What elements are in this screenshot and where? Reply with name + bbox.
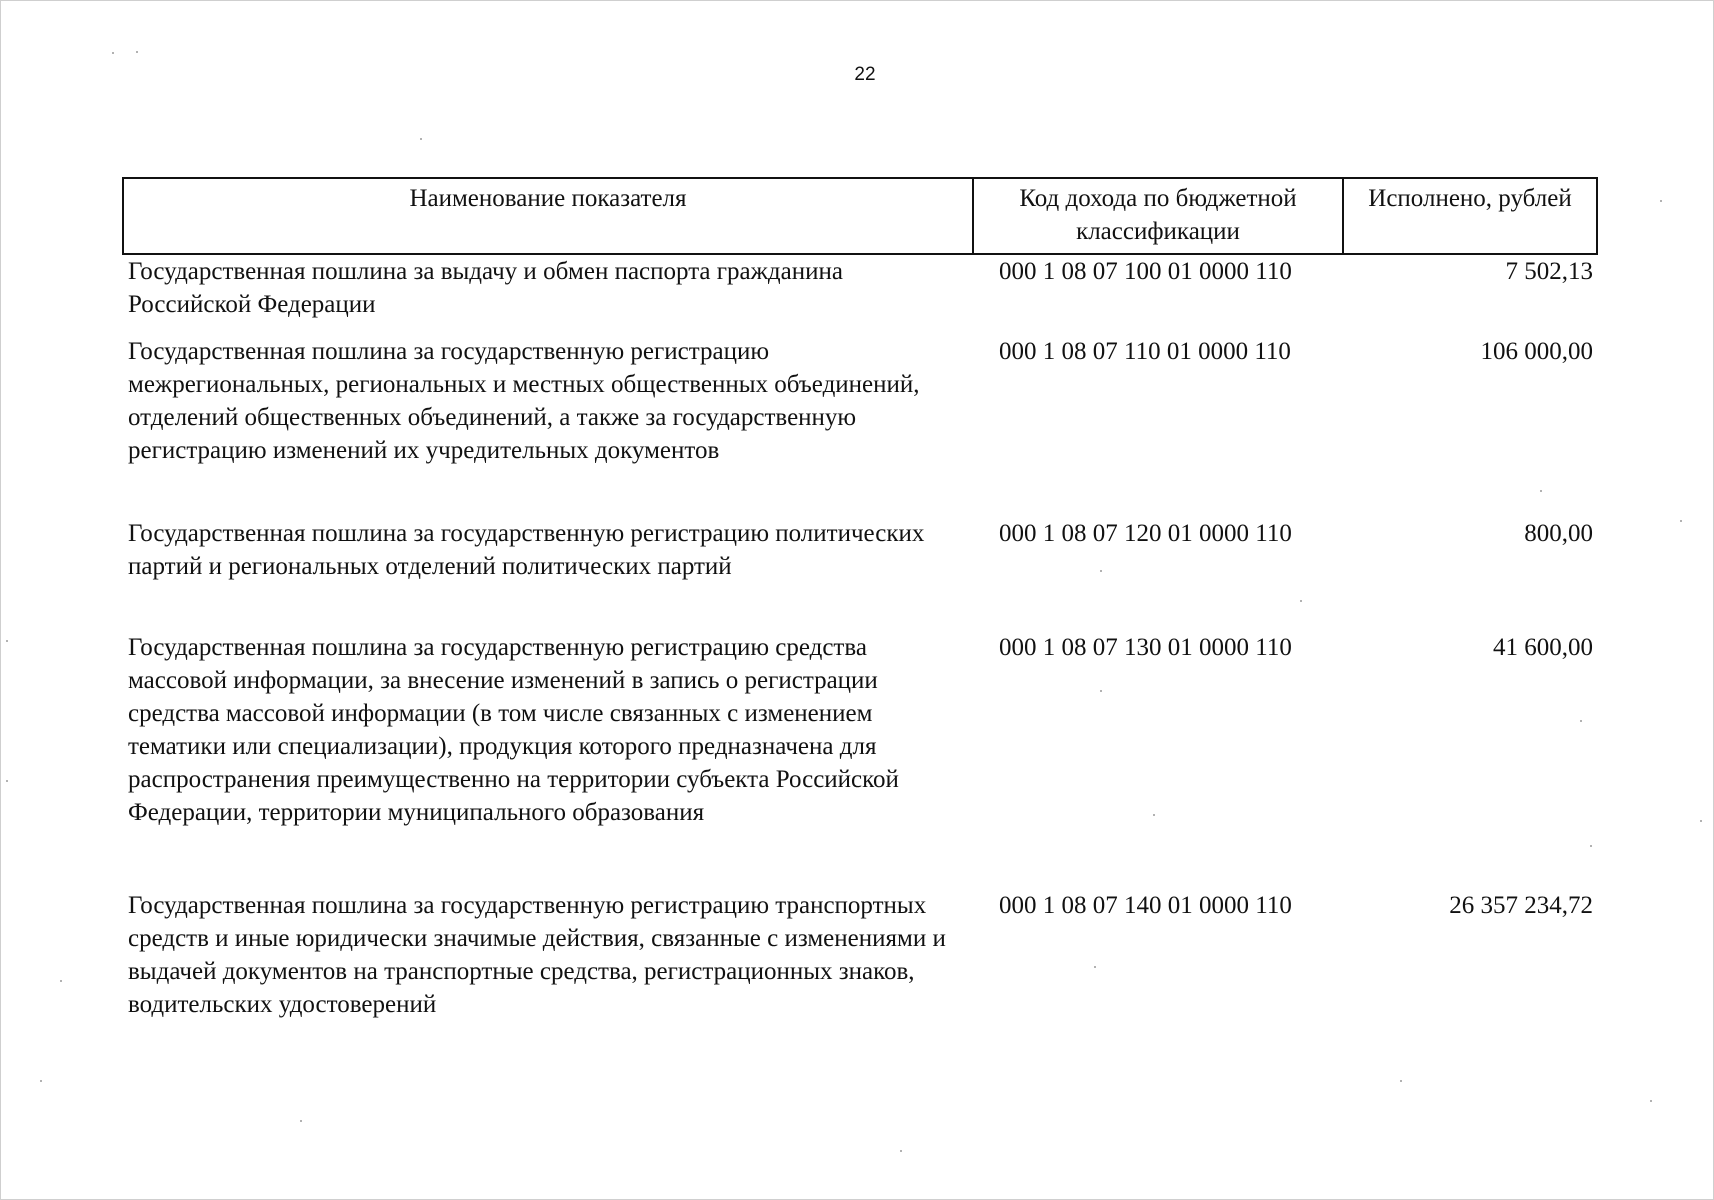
row-income-code: 000 1 08 07 140 01 0000 110 <box>999 892 1292 919</box>
row-income-code: 000 1 08 07 120 01 0000 110 <box>999 520 1292 547</box>
row-executed-amount: 800,00 <box>1524 520 1593 547</box>
scan-speck <box>1650 1100 1652 1102</box>
scan-speck <box>60 980 62 982</box>
revenue-table <box>122 177 1598 1029</box>
scan-speck <box>420 138 422 140</box>
scan-speck <box>6 780 8 782</box>
row-indicator-name: Государственная пошлина за государственную регистрацию межрегиональных, региональных и местных общественных объединений, отделений общественных объединений, а также за государственную регистрацию изменений их учредительных документов <box>128 338 920 464</box>
table-row <box>123 887 1597 1029</box>
row-executed-amount: 41 600,00 <box>1493 634 1593 661</box>
header-indicator-name: Наименование показателя <box>123 178 973 254</box>
scan-speck <box>1680 520 1682 522</box>
table-row <box>123 515 1597 629</box>
scan-speck <box>1100 690 1102 692</box>
row-indicator-name: Государственная пошлина за выдачу и обмен паспорта гражданина Российской Федерации <box>128 258 843 318</box>
scan-speck <box>1580 720 1582 722</box>
scan-speck <box>6 640 8 642</box>
scan-speck <box>900 1150 902 1152</box>
table-row <box>123 629 1597 887</box>
header-income-code: Код дохода по бюджетной классификации <box>973 178 1343 254</box>
table-row <box>123 333 1597 515</box>
scan-speck <box>136 51 138 53</box>
row-executed-amount: 7 502,13 <box>1505 258 1593 285</box>
row-executed-amount: 26 357 234,72 <box>1449 892 1593 919</box>
scan-speck <box>112 52 114 54</box>
page-number: 22 <box>854 64 876 85</box>
scan-speck <box>1590 845 1592 847</box>
row-income-code: 000 1 08 07 100 01 0000 110 <box>999 258 1292 285</box>
scan-speck <box>1300 600 1302 602</box>
scan-speck <box>1700 820 1702 822</box>
row-indicator-name: Государственная пошлина за государственную регистрацию политических партий и региональных отделений политических партий <box>128 520 925 580</box>
table-row <box>123 254 1597 333</box>
scan-speck <box>1094 966 1096 968</box>
row-indicator-name: Государственная пошлина за государственную регистрацию транспортных средств и иные юридически значимые действия, связанные с изменениями и выдачей документов на транспортные средства, регистрационных знаков, водительских удостоверений <box>128 892 946 1018</box>
scan-speck <box>1400 1080 1402 1082</box>
row-indicator-name: Государственная пошлина за государственную регистрацию средства массовой информации, за внесение изменений в запись о регистрации средства массовой информации (в том числе связанных с изменением тематики или специализации), продукция которого предназначена для распространения преимущественно на территории субъекта Российской Федерации, территории муниципального образования <box>128 634 899 826</box>
row-income-code: 000 1 08 07 110 01 0000 110 <box>999 338 1291 365</box>
scan-speck <box>1100 570 1102 572</box>
scan-speck <box>300 1120 302 1122</box>
scan-speck <box>1540 490 1542 492</box>
scan-speck <box>1660 200 1662 202</box>
header-executed-amount: Исполнено, рублей <box>1343 178 1597 254</box>
scan-speck <box>1153 814 1155 816</box>
table-header-row <box>123 178 1597 254</box>
scan-speck <box>40 1080 42 1082</box>
row-income-code: 000 1 08 07 130 01 0000 110 <box>999 634 1292 661</box>
row-executed-amount: 106 000,00 <box>1480 338 1593 365</box>
